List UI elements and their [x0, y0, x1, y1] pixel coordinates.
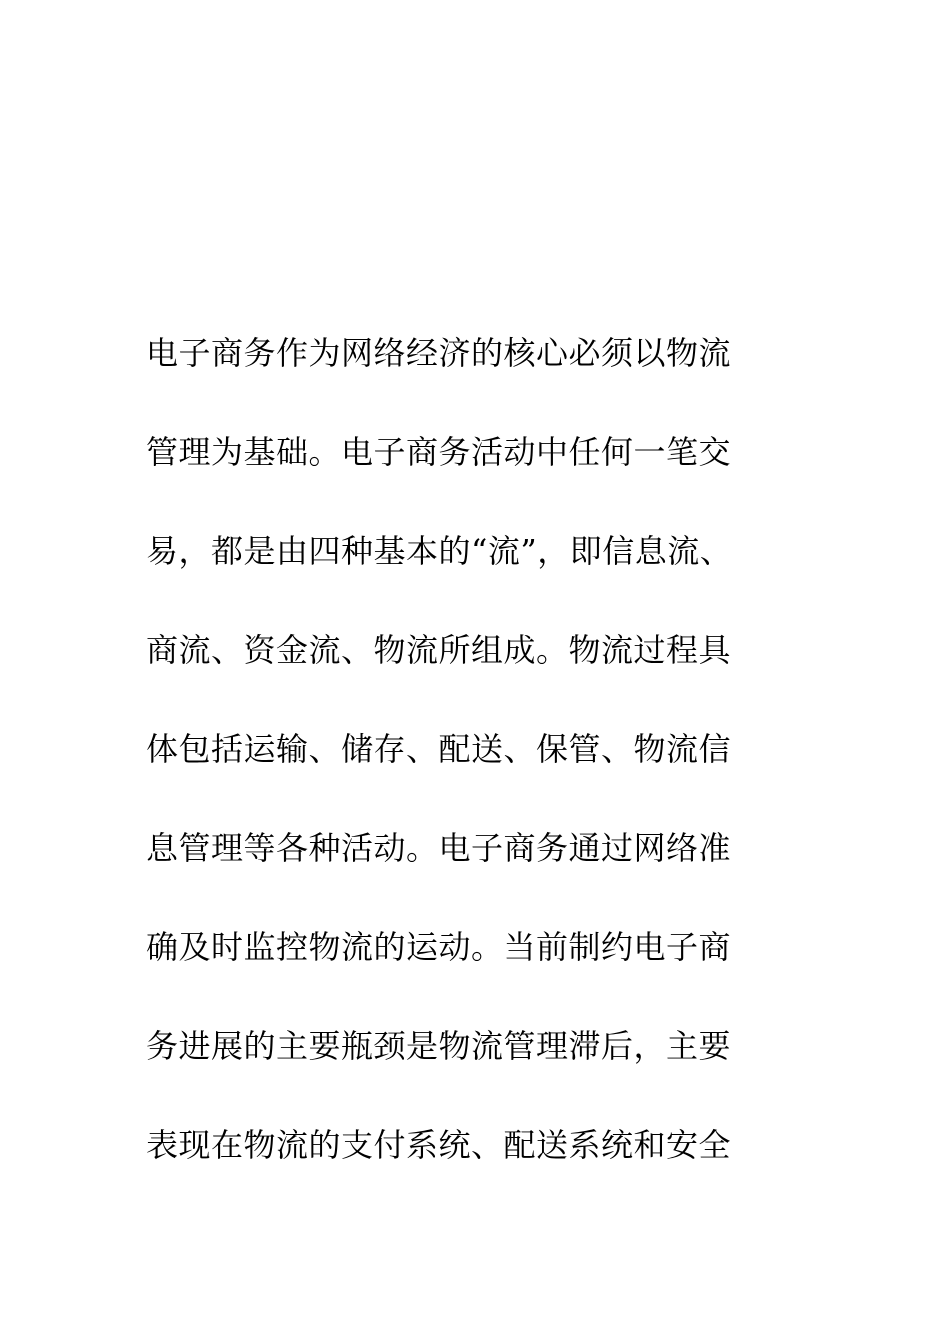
paragraph-line-1: 电子商务作为网络经济的核心必须以物流 — [146, 334, 732, 372]
paragraph-line-7: 确及时监控物流的运动。当前制约电子商 — [146, 928, 732, 966]
paragraph-line-5: 体包括运输、储存、配送、保管、物流信 — [146, 730, 732, 768]
paragraph-line-8: 务进展的主要瓶颈是物流管理滞后，主要 — [146, 1027, 732, 1065]
paragraph-line-2: 管理为基础。电子商务活动中任何一笔交 — [146, 433, 732, 471]
body-paragraph — [146, 323, 826, 1214]
paragraph-line-4: 商流、资金流、物流所组成。物流过程具 — [146, 631, 732, 669]
paragraph-line-6: 息管理等各种活动。电子商务通过网络准 — [146, 829, 732, 867]
paragraph-line-9: 表现在物流的支付系统、配送系统和安全 — [146, 1126, 732, 1164]
paragraph-line-3: 易，都是由四种基本的“流”，即信息流、 — [146, 532, 733, 570]
